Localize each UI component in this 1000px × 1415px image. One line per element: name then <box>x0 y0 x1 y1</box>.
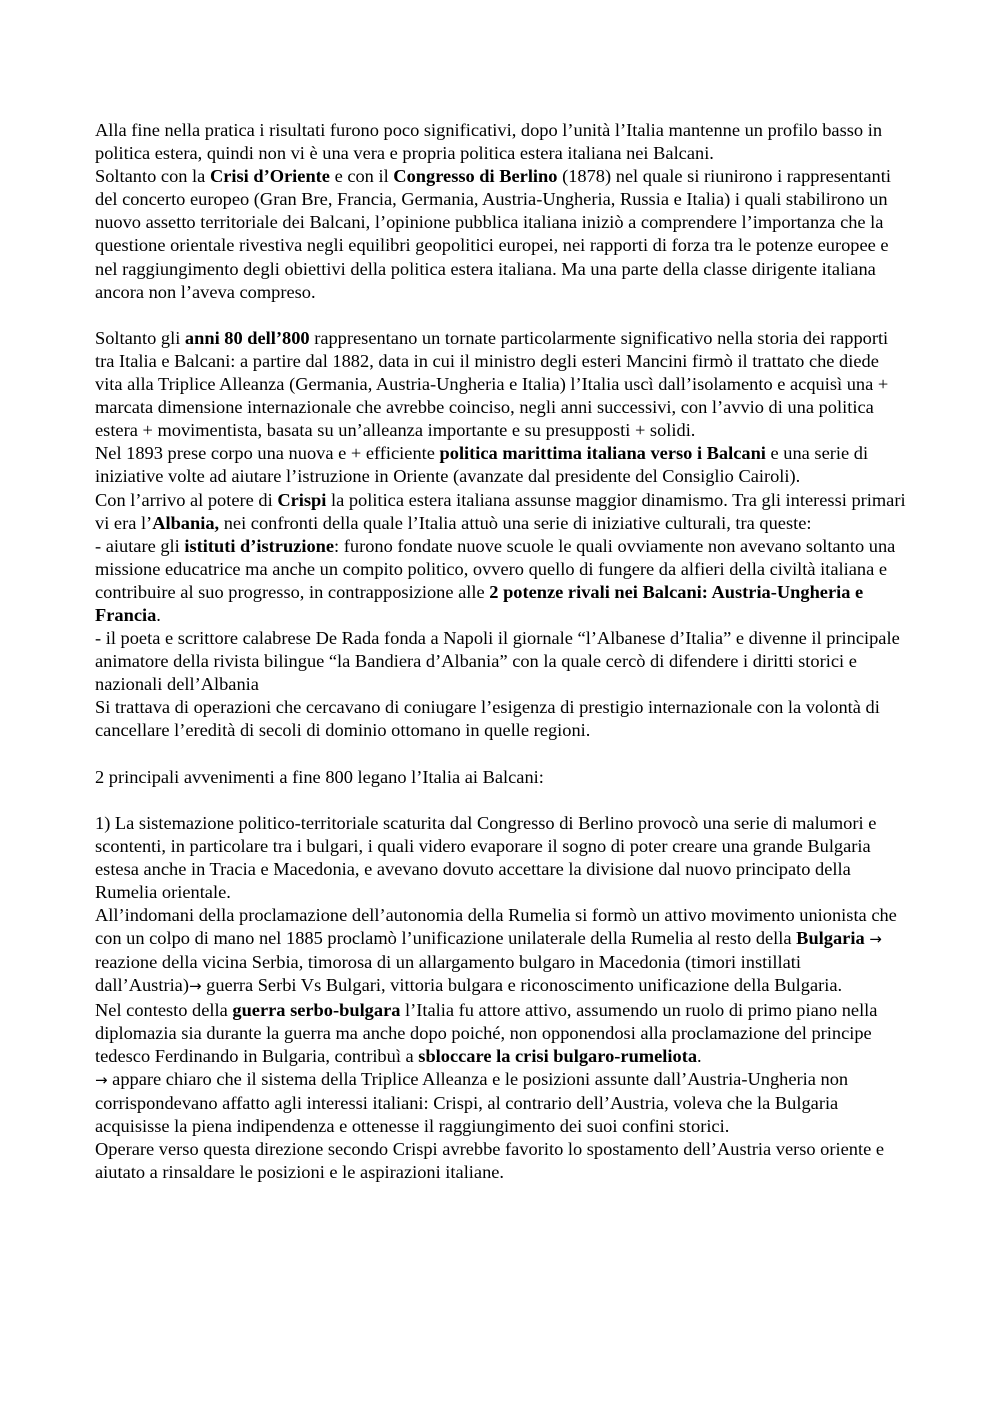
bold-text-run: anni 80 dell’800 <box>184 327 310 348</box>
text-run: Nel contesto della <box>95 999 233 1020</box>
text-run: l’Italia fu attore attivo, assumendo un ruolo di primo piano nella diplomazia sia durante la guerra ma anche dopo poiché, non opponendosi alla proclamazione del principe tedesco Ferdinando in Bulgaria, contribuì a <box>95 999 878 1066</box>
paragraph <box>95 812 910 904</box>
paragraph <box>95 535 910 627</box>
paragraph <box>95 327 910 442</box>
text-run: - aiutare gli <box>95 535 185 556</box>
paragraph <box>95 627 910 696</box>
bold-text-run: Crispi <box>277 489 327 510</box>
paragraph <box>95 696 910 742</box>
paragraph <box>95 1068 910 1138</box>
paragraph <box>95 165 910 304</box>
text-run: Operare verso questa direzione secondo Crispi avrebbe favorito lo spostamento dell’Austria verso oriente e aiutato a rinsaldare le posizioni e le aspirazioni italiane. <box>95 1139 885 1183</box>
text-run: All’indomani della proclamazione dell’autonomia della Rumelia si formò un attivo movimento unionista che con un colpo di mano nel 1885 proclamò l’unificazione unilaterale della Rumelia al resto della <box>95 905 897 949</box>
bold-text-run: istituti d’istruzione <box>184 535 335 556</box>
arrow-right-icon: → <box>188 977 202 996</box>
text-run: 1) La sistemazione politico-territoriale scaturita dal Congresso di Berlino provocò una serie di malumori e scontenti, in particolare tra i bulgari, i quali videro evaporare il sogno di poter creare una grande Bulgaria estesa anche in Tracia e Macedonia, e avevano dovuto accettare la divisione dal nuovo principato della Rumelia orientale. <box>95 812 877 903</box>
text-run: Alla fine nella pratica i risultati furono poco significativi, dopo l’unità l’Italia mantenne un profilo basso in politica estera, quindi non vi è una vera e propria politica estera italiana nei Balcani. <box>95 120 883 164</box>
bold-text-run: Albania, <box>152 512 220 533</box>
text-run: Con l’arrivo al potere di <box>95 489 278 510</box>
paragraph <box>95 999 910 1068</box>
text-run: . <box>697 1045 702 1066</box>
bold-text-run: sbloccare la crisi bulgaro-rumeliota <box>418 1045 698 1066</box>
text-run: Si trattava di operazioni che cercavano di coniugare l’esigenza di prestigio internazionale con la volontà di cancellare l’eredità di secoli di dominio ottomano in quelle regioni. <box>95 697 880 741</box>
bold-text-run: Crisi d’Oriente <box>209 166 330 187</box>
paragraph-gap <box>95 304 910 327</box>
text-run: Nel 1893 prese corpo una nuova e + efficiente <box>95 443 440 464</box>
text-run: e con il <box>329 166 394 187</box>
text-run: 2 principali avvenimenti a fine 800 legano l’Italia ai Balcani: <box>95 766 544 787</box>
text-run: Soltanto con la <box>95 166 210 187</box>
text-run: guerra Serbi Vs Bulgari, vittoria bulgara e riconoscimento unificazione della Bulgaria. <box>201 975 843 996</box>
paragraph <box>95 489 910 535</box>
bold-text-run: 2 potenze rivali nei Balcani: Austria-Ungheria e Francia <box>95 581 864 625</box>
text-run: : furono fondate nuove scuole le quali ovviamente non avevano soltanto una missione educatrice ma anche un compito politico, ovvero quello di fungere da alfieri della civiltà italiana e contribuire al suo progresso, in contrapposizione alle <box>95 535 896 602</box>
paragraph-gap <box>95 743 910 766</box>
text-run: . <box>156 604 161 625</box>
paragraph <box>95 442 910 488</box>
bold-text-run: Bulgaria <box>796 928 865 949</box>
bold-text-run: guerra serbo-bulgara <box>232 999 401 1020</box>
text-run: - il poeta e scrittore calabrese De Rada fonda a Napoli il giornale “l’Albanese d’Italia” e divenne il principale animatore della rivista bilingue “la Bandiera d’Albania” con la quale cercò di difendere i diritti storici e nazionali dell’Albania <box>95 628 900 695</box>
text-run: la politica estera italiana assunse maggior dinamismo. Tra gli interessi primari vi era l’ <box>95 489 906 533</box>
text-run: (1878) nel quale si riunirono i rappresentanti del concerto europeo (Gran Bre, Francia, Germania, Austria-Ungheria, Russia e Italia) i quali stabilirono un nuovo assetto territoriale dei Balcani, l’opinione pubblica italiana iniziò a comprendere l’importanza che la questione orientale rivestiva negli equilibri geopolitici europei, nei rapporti di forza tra le potenze europee e nel raggiungimento degli obiettivi della politica estera italiana. Ma una parte della classe dirigente italiana ancora non l’aveva compreso. <box>95 166 891 302</box>
paragraph <box>95 1138 910 1184</box>
text-run: reazione della vicina Serbia, timorosa di un allargamento bulgaro in Macedonia (timori instillati dall’Austria) <box>95 952 801 996</box>
arrow-right-icon: → <box>95 1070 108 1089</box>
text-run: appare chiaro che il sistema della Triplice Alleanza e le posizioni assunte dall’Austria-Ungheria non corrispondevano affatto agli interessi italiani: Crispi, al contrario dell’Austria, voleva che la Bulgaria acquisisse la piena indipendenza e ottenesse il raggiungimento dei suoi confini storici. <box>95 1068 849 1137</box>
bold-text-run: politica marittima italiana verso i Balcani <box>439 443 766 464</box>
paragraph <box>95 766 910 789</box>
document-body <box>95 119 910 1184</box>
text-run: Soltanto gli <box>95 327 185 348</box>
bold-text-run: Congresso di Berlino <box>393 166 558 187</box>
paragraph <box>95 119 910 165</box>
paragraph-gap <box>95 789 910 812</box>
text-run: nei confronti della quale l’Italia attuò una serie di iniziative culturali, tra queste: <box>219 512 812 533</box>
paragraph <box>95 904 910 998</box>
text-run: rappresentano un tornate particolarmente significativo nella storia dei rapporti tra Italia e Balcani: a partire dal 1882, data in cui il ministro degli esteri Mancini firmò il trattato che diede vita alla Triplice Alleanza (Germania, Austria-Ungheria e Italia) l’Italia uscì dall’isolamento e acquisì una + marcata dimensione internazionale che avrebbe coinciso, negli anni successivi, con l’avvio di una politica estera + movimentista, basata su un’alleanza importante e su presupposti + solidi. <box>95 327 889 441</box>
text-run: e una serie di iniziative volte ad aiutare l’istruzione in Oriente (avanzate dal presidente del Consiglio Cairoli). <box>95 443 869 487</box>
arrow-right-icon: → <box>869 930 882 949</box>
